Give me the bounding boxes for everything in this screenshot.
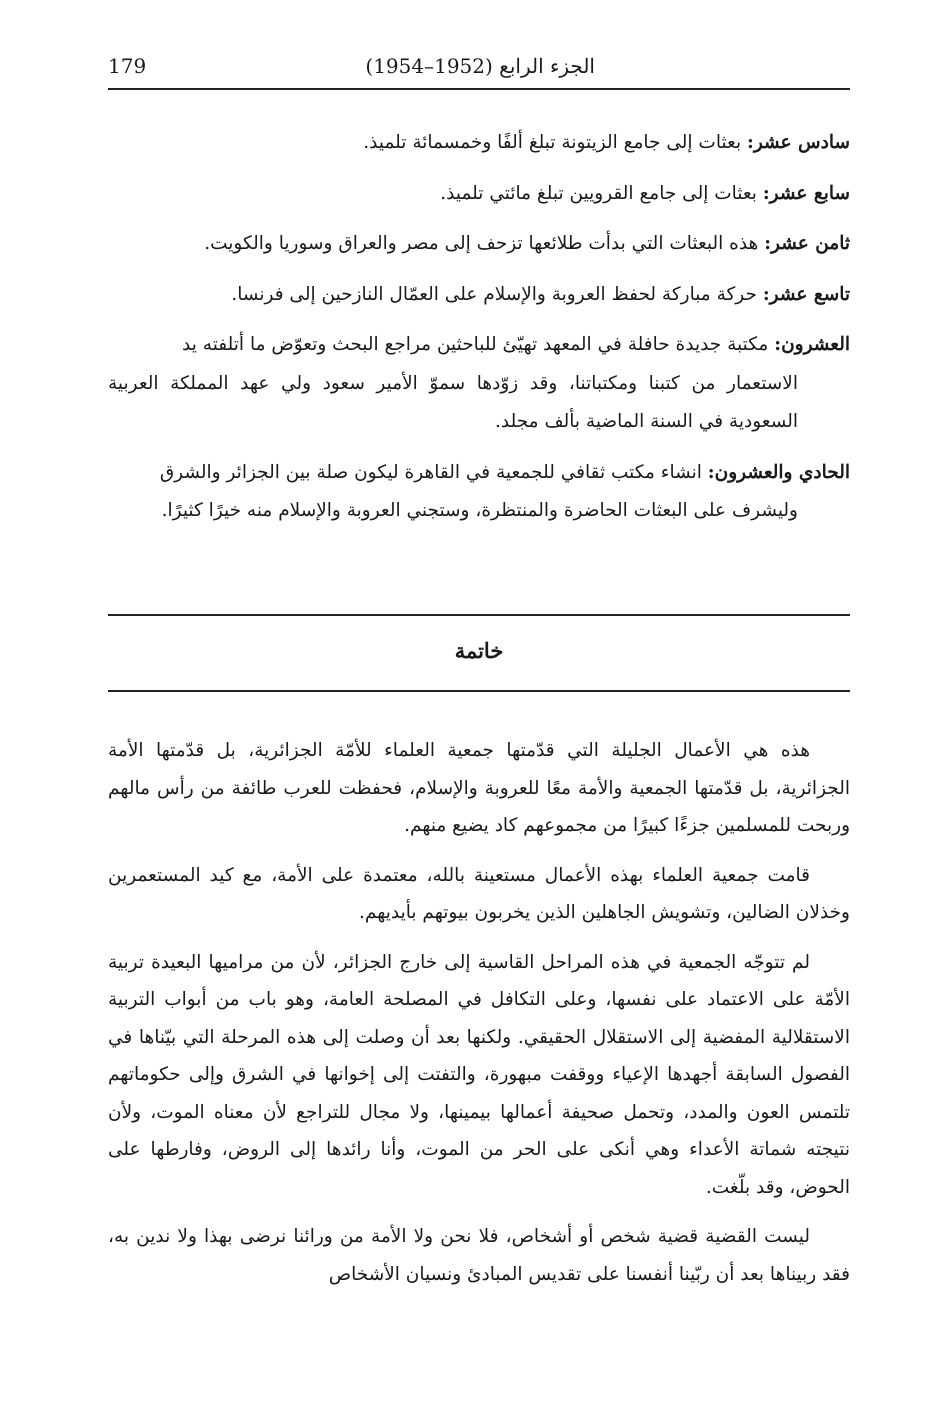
header-title: الجزء الرابع (1952–1954) bbox=[365, 54, 595, 78]
list-item bbox=[108, 276, 850, 315]
list-item bbox=[108, 454, 850, 531]
item-label: ثامن عشر: bbox=[764, 233, 850, 254]
item-text: مكتبة جديدة حافلة في المعهد تهيّئ للباحثين مراجع البحث وتعوّض ما أتلفته يد bbox=[182, 334, 769, 355]
paragraph: ليست القضية قضية شخص أو أشخاص، فلا نحن ولا الأمة من ورائنا نرضى بهذا ولا ندين به، فقد ربيناها بعد أن ربّينا أنفسنا على تقديس المبادئ ونسيان الأشخاص bbox=[108, 1226, 850, 1285]
item-text: بعثات إلى جامع القرويين تبلغ مائتي تلميذ. bbox=[440, 182, 757, 204]
list-item bbox=[108, 326, 850, 442]
paragraph: قامت جمعية العلماء بهذه الأعمال مستعينة بالله، معتمدة على الأمة، مع كيد المستعمرين وخذلان الضالين، وتشويش الجاهلين الذين يخربون بيوتهم بأيديهم. bbox=[108, 864, 850, 923]
item-label: تاسع عشر: bbox=[762, 283, 850, 305]
list-item bbox=[108, 124, 850, 163]
item-text: انشاء مكتب ثقافي للجمعية في القاهرة ليكون صلة بين الجزائر والشرق bbox=[159, 461, 702, 483]
numbered-items-list bbox=[108, 124, 850, 543]
section-title: خاتمة bbox=[454, 638, 504, 663]
item-text: حركة مباركة لحفظ العروبة والإسلام على العمّال النازحين إلى فرنسا. bbox=[231, 283, 757, 305]
item-text: هذه البعثات التي بدأت طلائعها تزحف إلى مصر والعراق وسوريا والكويت. bbox=[204, 233, 759, 254]
item-label: الحادي والعشرون: bbox=[707, 461, 850, 483]
item-text: بعثات إلى جامع الزيتونة تبلغ ألفًا وخمسمائة تلميذ. bbox=[363, 132, 742, 153]
item-continuation: الاستعمار من كتبنا ومكتباتنا، وقد زوّدها سموّ الأمير سعود ولي عهد المملكة العربية السعودية في السنة الماضية بألف مجلد. bbox=[108, 372, 798, 432]
document-page bbox=[108, 0, 850, 1403]
section-divider-top bbox=[108, 614, 850, 616]
item-continuation: وليشرف على البعثات الحاضرة والمنتظرة، وستجني العروبة والإسلام منه خيرًا كثيرًا. bbox=[161, 500, 798, 521]
item-label: سابع عشر: bbox=[762, 182, 850, 204]
page-number: 179 bbox=[108, 54, 147, 78]
paragraph: لم تتوجّه الجمعية في هذه المراحل القاسية إلى خارج الجزائر، لأن من مراميها البعيدة تربية الأمّة على الاعتماد على نفسها، وعلى التكافل في المصلحة العامة، وهو باب من أبواب التربية الاستقلالية المفضية إلى الاستقلال الحقيقي. ولكنها بعد أن وصلت إلى هذه المرحلة التي بيّناها في الفصول السابقة أجهدها الإعياء ووقفت مبهورة، والتفتت إلى إخوانها في الشرق وإلى حكوماتهم تلتمس العون والمدد، وتحمل صحيفة أعمالها بيمينها، ولا مجال للتراجع لأن معناه الموت، ولأن نتيجته شماتة الأعداء وهي أنكى على الحر من الموت، وأنا رائدها إلى الروض، وفارطها على الحوض، وقد بلّغت. bbox=[108, 951, 850, 1198]
paragraph: هذه هي الأعمال الجليلة التي قدّمتها جمعية العلماء للأمّة الجزائرية، بل قدّمتها الأمة الجزائرية، بل قدّمتها الجمعية والأمة معًا للعروبة والإسلام، فحفظت للعرب طائفة من رأس مالهم وربحت للمسلمين جزءًا كبيرًا من مجموعهم كاد يضيع منهم. bbox=[108, 740, 850, 836]
list-item bbox=[108, 175, 850, 214]
list-item bbox=[108, 225, 850, 264]
item-label: سادس عشر: bbox=[747, 132, 850, 153]
item-label: العشرون: bbox=[774, 334, 850, 355]
section-divider-bottom bbox=[108, 690, 850, 692]
conclusion-body bbox=[108, 732, 850, 1305]
running-header bbox=[108, 52, 850, 90]
